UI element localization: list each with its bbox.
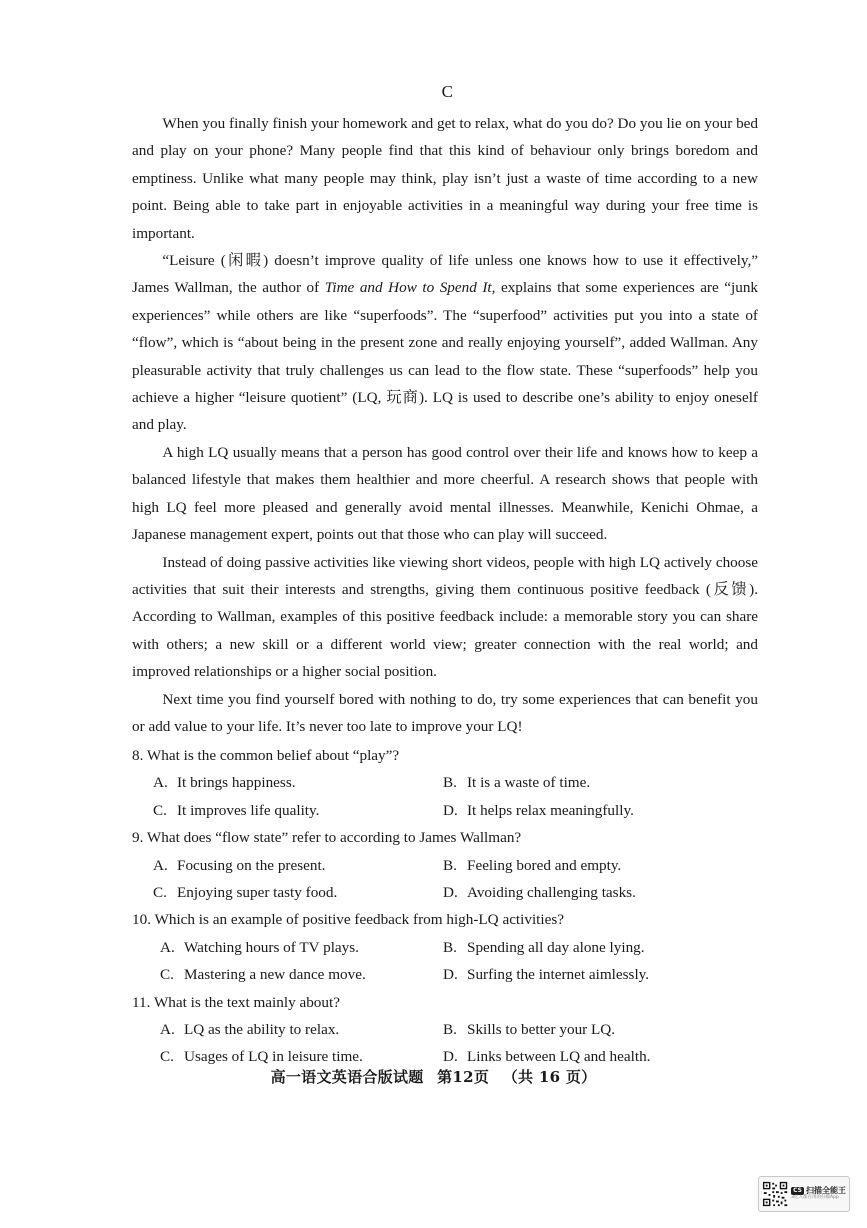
option-text: Enjoying super tasty food.	[177, 883, 338, 901]
scanner-app-name: 扫描全能王	[806, 1185, 846, 1195]
option-text: Links between LQ and health.	[467, 1048, 651, 1066]
question-list	[132, 742, 758, 1071]
option-letter: C.	[160, 966, 174, 984]
option-letter: B.	[443, 1020, 457, 1038]
paragraph-2-opening: “Leisure (闲暇) doesn’t improve quality of life unless one knows how to use it effectively,” James Wallman, the author of	[132, 252, 758, 297]
page-total: （共 16 页）	[502, 1068, 597, 1086]
option-row	[132, 769, 758, 796]
option-letter: A.	[153, 856, 168, 874]
page-number: 第12页	[437, 1068, 490, 1086]
passage-paragraph-5: Next time you find yourself bored with nothing to do, try some experiences that can benefit you or add value to your life. It’s never too late to improve your LQ!	[132, 690, 758, 735]
option-letter: C.	[160, 1048, 174, 1066]
question-9	[132, 824, 758, 906]
question-10	[132, 906, 758, 988]
scanner-badge-text	[791, 1187, 846, 1202]
question-number: 10.	[132, 911, 151, 929]
passage-paragraph-4: Instead of doing passive activities like viewing short videos, people with high LQ actively choose activities that suit their interests and strengths, giving them continuous positive feedback (反馈). According to Wallman, examples of this positive feedback include: a memorable story you can share with others; a new skill or a different world view; greater connection with the real world; and improved relationships or a higher social position.	[132, 553, 758, 681]
option-letter: A.	[160, 1020, 175, 1038]
option-a[interactable]	[153, 769, 296, 796]
option-row	[132, 852, 758, 879]
question-11	[132, 989, 758, 1071]
option-c[interactable]	[153, 879, 337, 906]
option-c[interactable]	[160, 961, 366, 988]
option-letter: B.	[443, 856, 457, 874]
option-letter: B.	[443, 938, 457, 956]
option-b[interactable]	[443, 769, 590, 796]
option-text: It improves life quality.	[177, 801, 320, 819]
option-letter: A.	[153, 774, 168, 792]
book-title: Time and How to Spend It	[324, 279, 492, 297]
option-letter: D.	[443, 883, 458, 901]
scanner-watermark	[758, 1176, 850, 1212]
scanner-tagline: 3亿人都在用的扫描App	[791, 1195, 839, 1201]
option-text: Avoiding challenging tasks.	[467, 883, 636, 901]
option-text: Skills to better your LQ.	[467, 1020, 616, 1038]
option-b[interactable]	[443, 852, 621, 879]
option-text: It is a waste of time.	[467, 774, 591, 792]
option-b[interactable]	[443, 934, 645, 961]
option-a[interactable]	[160, 1016, 339, 1043]
camscanner-logo: CS	[793, 1186, 802, 1194]
option-text: It brings happiness.	[177, 774, 296, 792]
option-row	[132, 961, 758, 988]
question-text: Which is an example of positive feedback from high-LQ activities?	[154, 911, 565, 929]
option-a[interactable]	[153, 852, 325, 879]
qr-code-icon	[762, 1180, 788, 1208]
option-row	[132, 934, 758, 961]
reading-passage	[132, 110, 758, 740]
option-row	[132, 1016, 758, 1043]
option-text: It helps relax meaningfully.	[467, 801, 634, 819]
option-letter: D.	[443, 1048, 458, 1066]
option-text: LQ as the ability to relax.	[184, 1020, 340, 1038]
question-text: What is the text mainly about?	[153, 993, 340, 1011]
option-d[interactable]	[443, 961, 649, 988]
question-number: 11.	[132, 993, 151, 1011]
question-stem	[132, 824, 758, 851]
option-c[interactable]	[153, 797, 319, 824]
question-text: What does “flow state” refer to according to James Wallman?	[146, 829, 522, 847]
option-text: Feeling bored and empty.	[467, 856, 622, 874]
option-row	[132, 879, 758, 906]
option-d[interactable]	[443, 879, 636, 906]
option-text: Mastering a new dance move.	[184, 966, 366, 984]
option-letter: C.	[153, 883, 167, 901]
question-stem	[132, 742, 758, 769]
section-heading: C	[441, 82, 454, 101]
option-b[interactable]	[443, 1016, 615, 1043]
option-letter: D.	[443, 801, 458, 819]
question-stem	[132, 989, 758, 1016]
paragraph-2-continuation: , explains that some experiences are “junk experiences” while others are like “superfoods”. The “superfood” activities put you into a state of “flow”, which is “about being in the present zone and really enjoying yourself”, added Wallman. Any pleasurable activity that truly challenges us can lead to the flow state. These “superfoods” help you achieve a higher “leisure quotient” (LQ, 玩商). LQ is used to describe one’s ability to enjoy oneself and play.	[132, 279, 759, 434]
option-text: Watching hours of TV plays.	[184, 938, 359, 956]
question-number: 8.	[132, 747, 144, 764]
question-stem	[132, 906, 758, 933]
option-text: Surfing the internet aimlessly.	[467, 966, 650, 984]
option-text: Usages of LQ in leisure time.	[184, 1048, 363, 1066]
passage-paragraph-3: A high LQ usually means that a person has good control over their life and knows how to keep a balanced lifestyle that makes them healthier and more cheerful. A research shows that people with high LQ feel more pleased and generally avoid mental illnesses. Meanwhile, Kenichi Ohmae, a Japanese management expert, points out that those who can play will succeed.	[132, 443, 758, 544]
exam-title: 高一语文英语合版试题	[270, 1068, 424, 1086]
page-footer	[0, 1066, 867, 1087]
passage-paragraph-1: When you finally finish your homework and get to relax, what do you do? Do you lie on your bed and play on your phone? Many people find that this kind of behaviour only brings boredom and emptiness. Unlike what many people may think, play isn’t just a waste of time according to a new point. Being able to take part in enjoyable activities in a meaningful way during your free time is important.	[132, 115, 758, 242]
option-text: Focusing on the present.	[177, 856, 326, 874]
option-letter: A.	[160, 938, 175, 956]
question-8	[132, 742, 758, 824]
option-letter: D.	[443, 966, 458, 984]
option-text: Spending all day alone lying.	[467, 938, 645, 956]
question-text: What is the common belief about “play”?	[146, 747, 400, 764]
option-a[interactable]	[160, 934, 359, 961]
option-letter: B.	[443, 774, 457, 792]
passage-paragraph-2	[132, 247, 758, 439]
option-letter: C.	[153, 801, 167, 819]
option-row	[132, 797, 758, 824]
option-d[interactable]	[443, 797, 634, 824]
question-number: 9.	[132, 829, 144, 847]
